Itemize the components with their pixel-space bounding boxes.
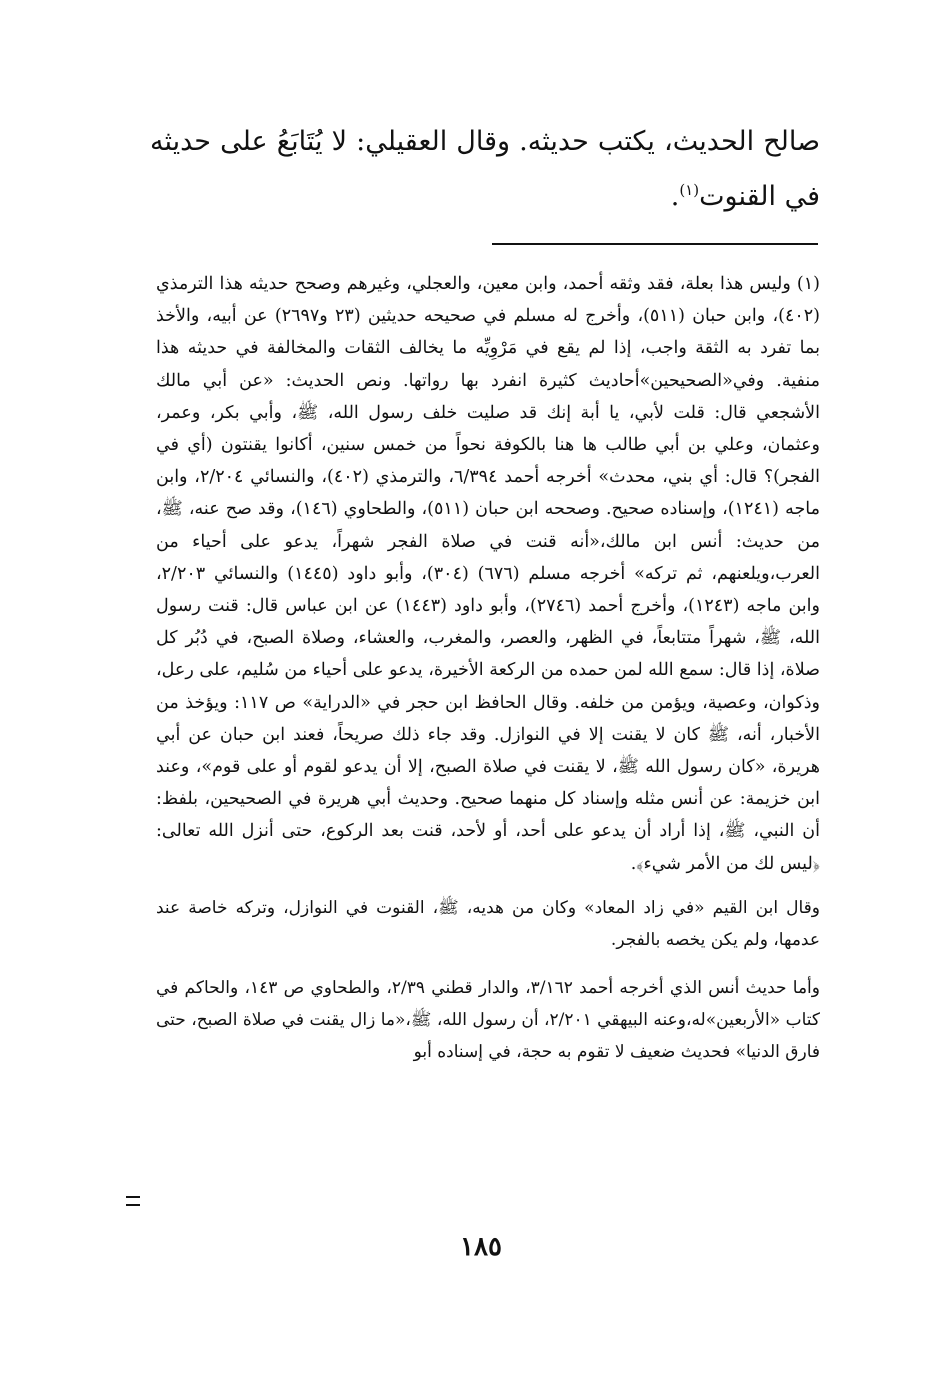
- commentary-paragraph: وقال ابن القيم «في زاد المعاد» وكان من هديه، ﷺ، القنوت في النوازل، وتركه خاصة عند عدمها، ولم يكن يخصه بالفجر.: [156, 897, 820, 950]
- main-text-body: صالح الحديث، يكتب حديثه. وقال العقيلي: لا يُتَابَعُ على حديثه في القنوت: [150, 126, 820, 212]
- footnote-reference: (١): [679, 181, 700, 199]
- main-text-end: .: [670, 181, 680, 212]
- main-text: [150, 118, 820, 221]
- footnote-1: (١) وليس هذا بعلة، فقد وثقه أحمد، وابن معين، والعجلي، وغيرهم وصحح حديثه هذا الترمذي (٤٠٢)، وابن حبان (٥١١)، وأخرج له مسلم في صحيحه حديثين (٢٣ و٢٦٩٧) عن أبيه، والأخذ بما تفرد به الثقة واجب، إذا لم يقع في مَرْوِيِّه ما يخالف الثقات والمخالفة في حديثه هذا منفية. وفي«الصحيحين»أحاديث كثيرة انفرد بها رواتها. ونص الحديث: «عن أبي مالك الأشجعي قال: قلت لأبي، يا أبة إنك قد صليت خلف رسول الله، ﷺ، وأبي بكر، وعمر، وعثمان، وعلي بن أبي طالب ها هنا بالكوفة نحواً من خمس سنين، أكانوا يقنتون (أي في الفجر)؟ قال: أي بني، محدث» أخرجه أحمد ٦/٣٩٤، والترمذي (٤٠٢)، والنسائي ٢/٢٠٤، وابن ماجه (١٢٤١)، وإسناده صحيح. وصححه ابن حبان (٥١١)، والطحاوي (١٤٦)، وقد صح عنه، ﷺ، من حديث: أنس ابن مالك،«أنه قنت في صلاة الفجر شهراً، يدعو على أحياء من العرب،ويلعنهم، ثم تركه» أخرجه مسلم (٦٧٦) (٣٠٤)، وأبو داود (١٤٤٥) والنسائي ٢/٢٠٣، وابن ماجه (١٢٤٣)، وأخرج أحمد (٢٧٤٦)، وأبو داود (١٤٤٣) عن ابن عباس قال: قنت رسول الله، ﷺ، شهراً متتابعاً، في الظهر، والعصر، والمغرب، والعشاء، وصلاة الصبح، في دُبُر كل صلاة، إذا قال: سمع الله لمن حمده من الركعة الأخيرة، يدعو على أحياء من سُليم، على رعل، وذكوان، وعصية، ويؤمن من خلفه. وقال الحافظ ابن حجر في «الدراية» ص ١١٧: ويؤخذ من الأخبار، أنه، ﷺ كان لا يقنت إلا في النوازل. وقد جاء ذلك صريحاً، فعند ابن حبان عن أبي هريرة، «كان رسول الله ﷺ، لا يقنت في صلاة الصبح، إلا أن يدعو لقوم أو على قوم»، وعند ابن خزيمة: عن أنس مثله وإسناد كل منهما صحيح. وحديث أبي هريرة في الصحيحين، بلفظ: أن النبي، ﷺ، إذا أراد أن يدعو على أحد، أو لأحد، قنت بعد الركوع، حتى أنزل الله تعالى: ﴿ليس لك من الأمر شيء﴾.: [156, 274, 820, 874]
- margin-mark: [126, 1196, 140, 1206]
- commentary-paragraph: وأما حديث أنس الذي أخرجه أحمد ٣/١٦٢، والدار قطني ٢/٣٩، والطحاوي ص ١٤٣، والحاكم في كتاب «الأربعين»له،وعنه البيهقي ٢/٢٠١، أن رسول الله، ﷺ،«ما زال يقنت في صلاة الصبح، حتى فارق الدنيا» فحديث ضعيف لا تقوم به حجة، في إسناده أبو: [156, 977, 820, 1062]
- page-number: ١٨٥: [460, 1232, 502, 1262]
- footnote-divider: [492, 243, 818, 245]
- footnotes-section: [156, 268, 820, 1068]
